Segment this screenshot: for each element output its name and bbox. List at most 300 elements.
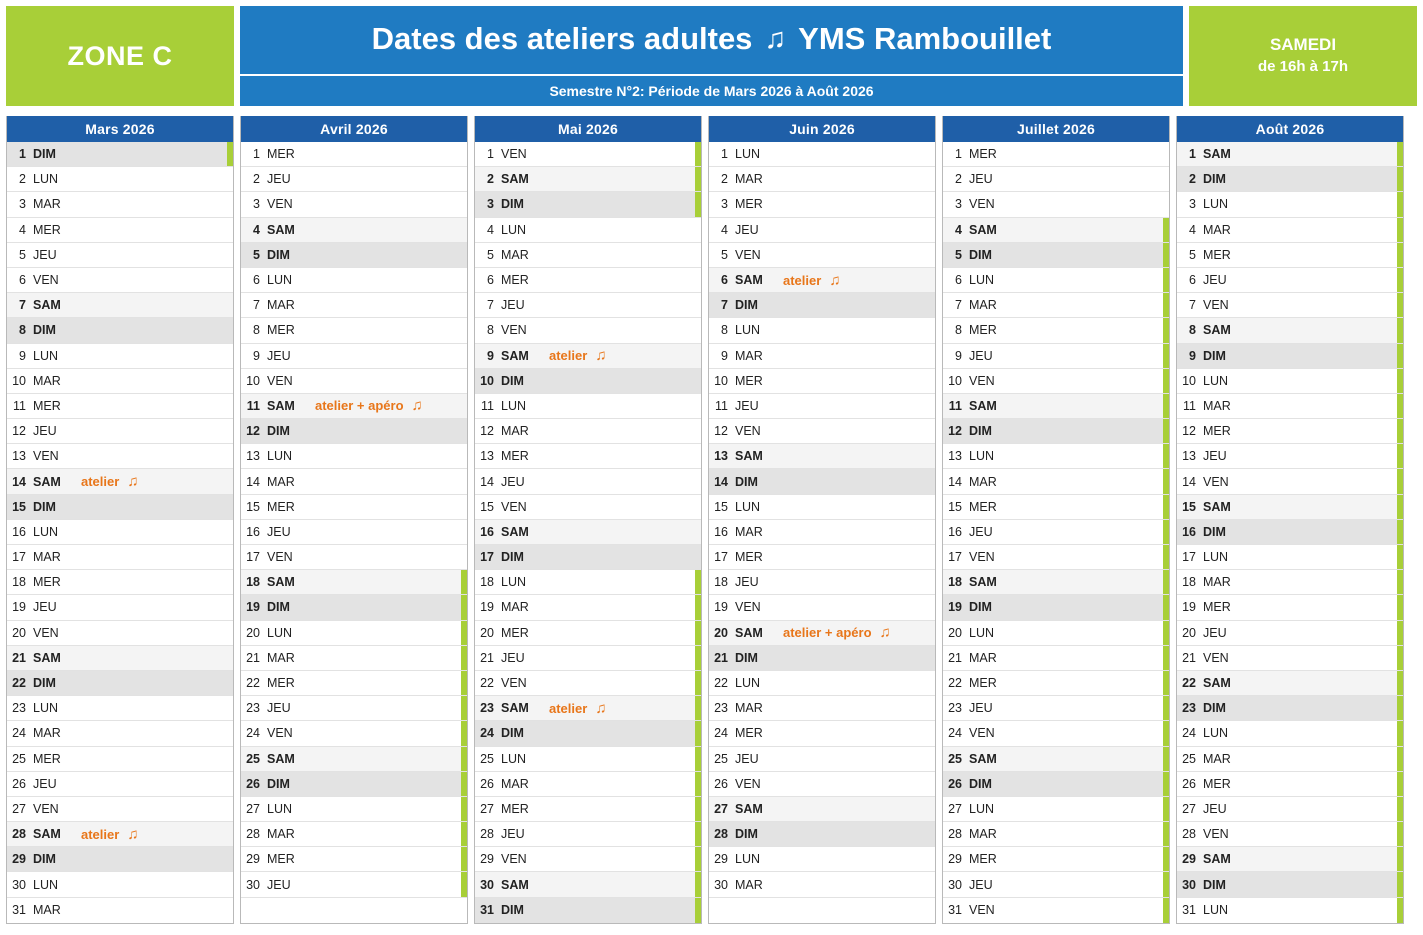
day-of-week: DIM (501, 373, 524, 388)
day-number: 12 (480, 424, 494, 439)
day-of-week: DIM (33, 499, 56, 514)
day-number: 3 (721, 197, 728, 212)
day-number: 13 (714, 449, 728, 464)
day-of-week: MER (501, 273, 529, 288)
event-label-text: atelier + apéro (783, 625, 872, 641)
day-row (7, 218, 233, 243)
day-number: 7 (955, 298, 962, 313)
music-note-icon: ♫ (829, 271, 841, 289)
day-number: 11 (948, 398, 962, 413)
day-number: 1 (19, 147, 26, 162)
day-of-week: VEN (501, 147, 527, 162)
vacation-marker (695, 721, 701, 745)
day-row (7, 444, 233, 469)
day-number: 23 (480, 701, 494, 716)
day-of-week: MAR (501, 424, 529, 439)
day-number: 6 (253, 273, 260, 288)
day-of-week: MER (501, 625, 529, 640)
day-number: 3 (955, 197, 962, 212)
schedule-hours: de 16h à 17h (1257, 58, 1349, 76)
day-number: 1 (721, 147, 728, 162)
day-number: 11 (481, 398, 494, 413)
day-number: 22 (714, 676, 728, 691)
month-header: Mai 2026 (475, 116, 701, 142)
day-row (943, 268, 1169, 293)
day-number: 2 (1189, 172, 1196, 187)
day-number: 1 (253, 147, 260, 162)
day-of-week: VEN (1203, 298, 1229, 313)
day-row (475, 344, 701, 369)
day-number: 22 (12, 676, 26, 691)
day-row (1177, 369, 1403, 394)
vacation-marker (1163, 696, 1169, 720)
day-number: 11 (715, 398, 728, 413)
day-of-week: SAM (1203, 147, 1231, 162)
vacation-marker (1397, 747, 1403, 771)
month-header: Juin 2026 (709, 116, 935, 142)
day-row (7, 344, 233, 369)
vacation-marker (461, 872, 467, 896)
music-note-icon: ♫ (595, 699, 607, 717)
day-of-week: JEU (735, 751, 759, 766)
vacation-marker (1397, 243, 1403, 267)
event-label-text: atelier (81, 826, 120, 842)
day-of-week: MAR (501, 776, 529, 791)
day-of-week: SAM (501, 172, 529, 187)
day-number: 13 (1182, 449, 1196, 464)
day-number: 2 (19, 172, 26, 187)
day-of-week: JEU (267, 524, 291, 539)
day-of-week: DIM (33, 323, 56, 338)
day-row (241, 344, 467, 369)
vacation-marker (1163, 797, 1169, 821)
day-number: 31 (480, 903, 494, 918)
day-number: 15 (12, 499, 26, 514)
day-row (1177, 243, 1403, 268)
day-number: 29 (246, 852, 260, 867)
day-of-week: LUN (501, 222, 527, 237)
day-of-week: JEU (1203, 273, 1227, 288)
day-number: 25 (714, 751, 728, 766)
vacation-marker (1397, 671, 1403, 695)
day-of-week: DIM (735, 474, 758, 489)
day-row (709, 872, 935, 897)
day-of-week: MAR (501, 247, 529, 262)
vacation-marker (695, 142, 701, 166)
day-of-week: MER (969, 147, 997, 162)
day-row (943, 142, 1169, 167)
day-of-week: MER (735, 373, 763, 388)
day-number: 16 (948, 524, 962, 539)
day-number: 20 (246, 625, 260, 640)
day-number: 25 (1182, 751, 1196, 766)
day-number: 7 (1189, 298, 1196, 313)
day-number: 12 (12, 424, 26, 439)
day-row (241, 142, 467, 167)
day-row (7, 671, 233, 696)
day-of-week: VEN (1203, 650, 1229, 665)
vacation-marker (1163, 822, 1169, 846)
day-number: 23 (1182, 701, 1196, 716)
day-row (475, 772, 701, 797)
day-of-week: VEN (501, 852, 527, 867)
day-of-week: JEU (33, 424, 57, 439)
day-row (943, 822, 1169, 847)
day-row (475, 293, 701, 318)
day-row (241, 167, 467, 192)
vacation-marker (695, 621, 701, 645)
vacation-marker (695, 671, 701, 695)
day-row (709, 545, 935, 570)
month-header: Mars 2026 (7, 116, 233, 142)
event-label (71, 474, 139, 489)
day-of-week: JEU (969, 172, 993, 187)
vacation-marker (1397, 822, 1403, 846)
day-number: 30 (246, 877, 260, 892)
day-row (1177, 646, 1403, 671)
day-number: 12 (714, 424, 728, 439)
day-number: 26 (480, 776, 494, 791)
vacation-marker (1397, 344, 1403, 368)
day-row (7, 847, 233, 872)
day-of-week: JEU (969, 701, 993, 716)
page-subtitle: Semestre N°2: Période de Mars 2026 à Août 2026 (549, 83, 874, 99)
day-row (709, 646, 935, 671)
day-of-week: LUN (33, 172, 59, 187)
day-row (475, 444, 701, 469)
day-of-week: JEU (33, 600, 57, 615)
vacation-marker (1163, 419, 1169, 443)
vacation-marker (695, 898, 701, 923)
event-label (539, 348, 607, 363)
day-row (241, 696, 467, 721)
vacation-marker (1397, 192, 1403, 216)
day-row (709, 570, 935, 595)
day-number: 28 (714, 827, 728, 842)
day-of-week: VEN (735, 247, 761, 262)
day-row (943, 318, 1169, 343)
day-number: 26 (948, 776, 962, 791)
vacation-marker (1397, 545, 1403, 569)
day-of-week: MAR (267, 298, 295, 313)
day-of-week: VEN (501, 676, 527, 691)
vacation-marker (1163, 444, 1169, 468)
day-of-week: DIM (735, 650, 758, 665)
vacation-marker (1397, 318, 1403, 342)
day-number: 6 (955, 273, 962, 288)
day-of-week: DIM (501, 550, 524, 565)
day-number: 19 (1182, 600, 1196, 615)
day-of-week: DIM (501, 726, 524, 741)
day-number: 18 (246, 575, 260, 590)
day-of-week: MAR (969, 650, 997, 665)
day-number: 9 (1189, 348, 1196, 363)
day-row (709, 419, 935, 444)
day-number: 17 (1182, 550, 1196, 565)
day-number: 7 (253, 298, 260, 313)
day-of-week: MER (735, 197, 763, 212)
vacation-marker (227, 142, 233, 166)
day-of-week: MER (735, 726, 763, 741)
day-number: 6 (19, 273, 26, 288)
day-of-week: JEU (267, 877, 291, 892)
day-of-week: SAM (735, 273, 763, 288)
month-column (474, 116, 702, 924)
day-of-week: SAM (501, 877, 529, 892)
vacation-marker (1397, 444, 1403, 468)
day-number: 27 (714, 801, 728, 816)
day-row (475, 469, 701, 494)
day-number: 15 (246, 499, 260, 514)
day-row (7, 696, 233, 721)
day-row (241, 721, 467, 746)
day-number: 27 (480, 801, 494, 816)
day-of-week: LUN (1203, 550, 1229, 565)
day-number: 11 (246, 398, 260, 413)
day-of-week: SAM (33, 827, 61, 842)
day-number: 16 (714, 524, 728, 539)
day-number: 10 (480, 373, 494, 388)
day-of-week: VEN (267, 197, 293, 212)
day-number: 9 (955, 348, 962, 363)
vacation-marker (1163, 545, 1169, 569)
day-of-week: VEN (33, 625, 59, 640)
day-row (1177, 898, 1403, 923)
day-row (475, 570, 701, 595)
day-number: 17 (12, 550, 26, 565)
day-row (241, 369, 467, 394)
day-row (475, 696, 701, 721)
day-number: 8 (253, 323, 260, 338)
day-number: 3 (19, 197, 26, 212)
day-row (475, 595, 701, 620)
day-number: 5 (19, 247, 26, 262)
day-row (241, 243, 467, 268)
day-row (943, 772, 1169, 797)
day-number: 3 (253, 197, 260, 212)
day-row (709, 520, 935, 545)
day-number: 18 (714, 575, 728, 590)
day-row (709, 747, 935, 772)
day-row (709, 822, 935, 847)
vacation-marker (695, 747, 701, 771)
day-number: 19 (12, 600, 26, 615)
day-number: 5 (487, 247, 494, 262)
day-number: 9 (19, 348, 26, 363)
day-of-week: MER (267, 852, 295, 867)
day-row (475, 898, 701, 923)
day-row (7, 621, 233, 646)
music-note-icon: ♫ (879, 624, 891, 642)
day-number: 28 (948, 827, 962, 842)
day-row (1177, 721, 1403, 746)
day-number: 10 (246, 373, 260, 388)
day-of-week: LUN (501, 398, 527, 413)
vacation-marker (1163, 394, 1169, 418)
vacation-marker (1163, 621, 1169, 645)
day-of-week: MAR (1203, 575, 1231, 590)
day-of-week: DIM (33, 676, 56, 691)
day-of-week: JEU (501, 298, 525, 313)
day-row (709, 595, 935, 620)
day-of-week: LUN (267, 625, 293, 640)
vacation-marker (1397, 595, 1403, 619)
day-number: 6 (1189, 273, 1196, 288)
day-number: 16 (246, 524, 260, 539)
day-of-week: SAM (501, 348, 529, 363)
day-number: 16 (12, 524, 26, 539)
day-number: 4 (721, 222, 728, 237)
day-of-week: MER (33, 751, 61, 766)
day-of-week: MER (1203, 424, 1231, 439)
month-column (708, 116, 936, 924)
day-of-week: DIM (969, 247, 992, 262)
day-of-week: VEN (33, 449, 59, 464)
day-of-week: LUN (501, 575, 527, 590)
day-of-week: DIM (267, 600, 290, 615)
day-of-week: VEN (969, 550, 995, 565)
day-row (709, 671, 935, 696)
day-of-week: MAR (735, 524, 763, 539)
vacation-marker (1397, 394, 1403, 418)
day-of-week: SAM (267, 751, 295, 766)
vacation-marker (1397, 167, 1403, 191)
day-of-week: MER (501, 801, 529, 816)
day-of-week: VEN (969, 903, 995, 918)
vacation-marker (1163, 772, 1169, 796)
vacation-marker (1163, 369, 1169, 393)
day-of-week: DIM (969, 424, 992, 439)
day-row (475, 545, 701, 570)
day-of-week: MER (1203, 776, 1231, 791)
day-row (7, 167, 233, 192)
day-of-week: SAM (735, 449, 763, 464)
day-number: 12 (1182, 424, 1196, 439)
day-number: 5 (253, 247, 260, 262)
day-row (1177, 444, 1403, 469)
day-of-week: MER (267, 499, 295, 514)
vacation-marker (1397, 142, 1403, 166)
day-of-week: LUN (33, 524, 59, 539)
day-of-week: JEU (501, 650, 525, 665)
day-number: 21 (480, 650, 494, 665)
day-row (1177, 293, 1403, 318)
day-number: 5 (1189, 247, 1196, 262)
day-number: 7 (721, 298, 728, 313)
vacation-marker (1397, 872, 1403, 896)
day-number: 16 (1182, 524, 1196, 539)
day-number: 14 (1182, 474, 1196, 489)
vacation-marker (461, 621, 467, 645)
vacation-marker (1163, 646, 1169, 670)
day-number: 17 (246, 550, 260, 565)
day-row (475, 747, 701, 772)
day-of-week: MER (969, 676, 997, 691)
vacation-marker (695, 646, 701, 670)
day-number: 25 (246, 751, 260, 766)
day-of-week: MAR (267, 827, 295, 842)
day-number: 9 (721, 348, 728, 363)
day-of-week: MER (267, 323, 295, 338)
day-of-week: VEN (267, 726, 293, 741)
day-number: 17 (480, 550, 494, 565)
day-number: 29 (714, 852, 728, 867)
day-row (943, 872, 1169, 897)
day-number: 24 (480, 726, 494, 741)
day-of-week: MER (1203, 600, 1231, 615)
day-number: 26 (246, 776, 260, 791)
day-row (943, 747, 1169, 772)
day-row (7, 318, 233, 343)
vacation-marker (695, 822, 701, 846)
day-of-week: JEU (969, 348, 993, 363)
day-of-week: DIM (501, 903, 524, 918)
day-row (7, 192, 233, 217)
vacation-marker (695, 192, 701, 216)
day-number: 19 (714, 600, 728, 615)
day-row (709, 369, 935, 394)
day-number: 13 (948, 449, 962, 464)
day-number: 10 (1182, 373, 1196, 388)
day-of-week: MAR (1203, 222, 1231, 237)
vacation-marker (1397, 621, 1403, 645)
day-of-week: DIM (969, 776, 992, 791)
day-of-week: SAM (267, 222, 295, 237)
day-of-week: MAR (33, 903, 61, 918)
day-row (475, 268, 701, 293)
day-row (1177, 344, 1403, 369)
day-row (943, 696, 1169, 721)
day-of-week: SAM (1203, 852, 1231, 867)
month-column (1176, 116, 1404, 924)
day-of-week: JEU (1203, 801, 1227, 816)
day-of-week: MER (969, 852, 997, 867)
day-of-week: VEN (735, 776, 761, 791)
day-of-week: LUN (969, 625, 995, 640)
vacation-marker (695, 772, 701, 796)
day-of-week: MER (33, 575, 61, 590)
day-row (241, 520, 467, 545)
day-of-week: LUN (735, 323, 761, 338)
vacation-marker (1163, 595, 1169, 619)
day-number: 11 (1183, 398, 1196, 413)
day-of-week: LUN (969, 801, 995, 816)
day-row (1177, 545, 1403, 570)
day-of-week: MER (969, 499, 997, 514)
day-row (475, 167, 701, 192)
day-row (241, 847, 467, 872)
day-of-week: MER (267, 147, 295, 162)
day-row (475, 394, 701, 419)
day-of-week: LUN (735, 499, 761, 514)
day-of-week: JEU (501, 827, 525, 842)
day-number: 22 (948, 676, 962, 691)
day-of-week: SAM (969, 751, 997, 766)
day-of-week: DIM (1203, 524, 1226, 539)
day-number: 29 (1182, 852, 1196, 867)
day-of-week: LUN (969, 273, 995, 288)
day-number: 27 (12, 801, 26, 816)
vacation-marker (461, 822, 467, 846)
day-row (1177, 570, 1403, 595)
day-of-week: MER (267, 676, 295, 691)
page-title-text: Dates des ateliers adultes (371, 21, 753, 56)
day-number: 17 (948, 550, 962, 565)
day-number: 21 (1182, 650, 1196, 665)
day-row (475, 495, 701, 520)
day-number: 23 (948, 701, 962, 716)
day-of-week: MAR (33, 726, 61, 741)
